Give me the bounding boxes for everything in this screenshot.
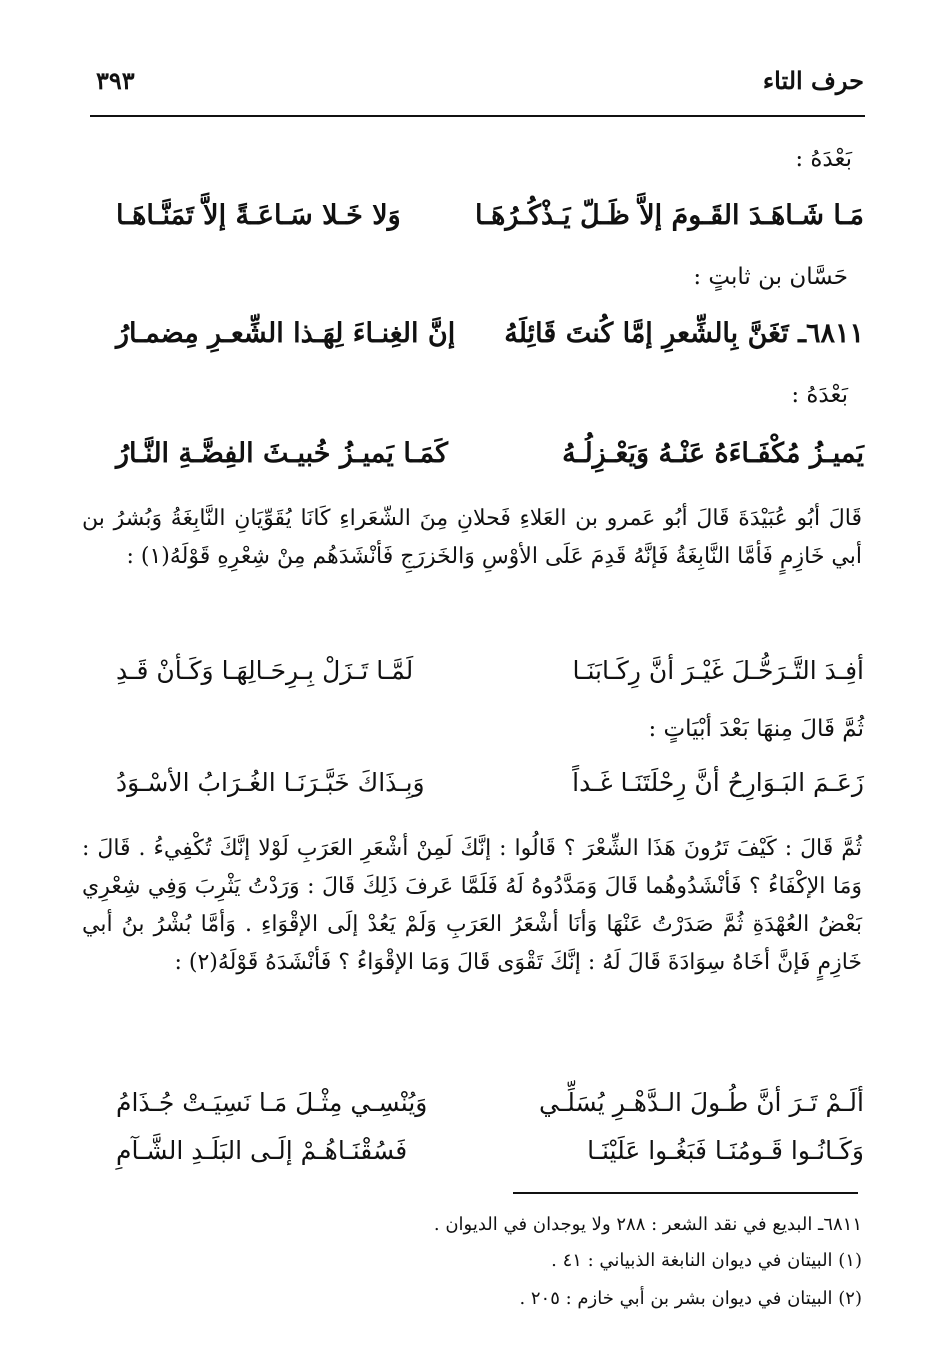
verse-first-hemistich: ألَـمْ تَـرَ أنَّ طُـولَ الـدَّهْـرِ يُسَلِّـي bbox=[539, 1088, 864, 1117]
prose-paragraph: قَالَ أبُو عُبَيْدَةَ قَالَ أبُو عَمرو بن العَلاءِ فَحلانِ مِنَ الشّعَراءِ كَانَا يُقَوِّيَانِ النَّابِغَةُ وَبُشرُ بن أبي خَازِمٍ فَأمَّا النَّابِغَةُ فَإنَّهُ قَدِمَ عَلَى الأوْسِ وَالخَزرَجِ فَأنْشَدَهُم مِنْ شِعْرِهِ قَوْلَهُ(١) : bbox=[82, 506, 862, 569]
verse-second-hemistich: فَسُقْنَـاهُـمْ إلَـى البَلَـدِ الشَّـآمِ bbox=[116, 1136, 408, 1165]
footnote-rule bbox=[513, 1192, 858, 1194]
verse-second-hemistich: وَبِـذَاكَ خَبَّـرَنَـا الغُـرَابُ الأسْـوَدُ bbox=[116, 768, 425, 797]
verse-intro-label: بَعْدَهُ : bbox=[791, 382, 848, 408]
verse-first-hemistich: ٦٨١١ـ تَغَنَّ بِالشِّعرِ إمَّا كُنتَ قَائِلَهُ bbox=[504, 318, 864, 349]
verse-second-hemistich: وَلا خَـلا سَـاعَـةً إلاَّ تَمَنَّـاهَـا bbox=[116, 200, 401, 231]
verse-first-hemistich: وَكَـانُـوا قَـومُنَـا فَبَغُـوا عَلَيْنَـا bbox=[587, 1136, 864, 1165]
prose-paragraph: ثُمَّ قَالَ : كَيْفَ تَرُونَ هَذَا الشِّعْرَ ؟ قَالُوا : إنَّكَ لَمِنْ أشْعَرِ العَرَبِ لَوْلا إنَّكَ تُكْفِيءُ . قَالَ : وَمَا الإكْفَاءُ ؟ فَأنْشَدُوهُما قَالَ وَمَدَّدُوهُ لَهُ فَلَمَّا عَرفَ ذَلِكَ قَالَ : وَرَدْتُ يَثْرِبَ وَفِي شِعْرِي بَعْضُ العُهْدَةِ ثُمَّ صَدَرْتُ عَنْهَا وَأنَا أشْعَرُ العَرَبِ وَلَمْ يَعُدْ إلَى الإقْوَاءِ . وَأمَّا بُشْرُ بنُ أبي خَازِمٍ فَإنَّ أخَاهُ سِوَادَةَ قَالَ لَهُ : إنَّكَ تَقْوَى قَالَ وَمَا الإقْوَاءُ ؟ فَأنْشَدَهُ قَوْلَهُ(٢) : bbox=[82, 836, 862, 975]
verse-second-hemistich: لَمَّـا تَـزَلْ بِـرِحَـالِهَـا وَكَـأنْ قَـدِ bbox=[116, 656, 414, 685]
verse-second-hemistich: وَيُنْسِـي مِثْـلَ مَـا نَسِيَـتْ جُـذَامُ bbox=[116, 1088, 428, 1117]
verse-first-hemistich: زَعَـمَ البَـوَارِحُ أنَّ رِحْلَتَنَـا غَـداً bbox=[572, 768, 864, 797]
poet-name: حَسَّان بن ثابتٍ : bbox=[693, 264, 848, 290]
verse-first-hemistich: يَميـزُ مُكْفَـاءَهُ عَنْـهُ وَيَعْـزِلُـهُ bbox=[562, 438, 864, 469]
verse-intro-label: ثُمَّ قَالَ مِنهَا بَعْدَ أبْيَاتٍ : bbox=[648, 716, 864, 742]
verse-second-hemistich: كَمَـا يَميـزُ خُبيـثَ الفِضَّـةِ النَّـارُ bbox=[116, 438, 448, 469]
verse-second-hemistich: إنَّ الغِنـاءَ لِهَـذا الشِّعـرِ مِضمـارُ bbox=[116, 318, 456, 349]
header-rule bbox=[90, 115, 865, 117]
verse-first-hemistich: أفِـدَ التَّـرَحُّـلَ غَيْـرَ أنَّ رِكَـابَنَـا bbox=[572, 656, 864, 685]
page-number: ٣٩٣ bbox=[96, 66, 135, 95]
footnote: ٦٨١١ـ البديع في نقد الشعر : ٢٨٨ ولا يوجدان في الديوان . bbox=[433, 1214, 862, 1235]
verse-first-hemistich: مَـا شَـاهَـدَ القَـومَ إلاَّ ظَـلّ يَـذْكُـرُهَـا bbox=[474, 200, 864, 231]
footnote: (١) البيتان في ديوان النابغة الذبياني : ٤١ . bbox=[551, 1250, 862, 1271]
chapter-title: حرف التاء bbox=[762, 66, 864, 95]
verse-intro-label: بَعْدَهُ : bbox=[795, 146, 852, 172]
footnote: (٢) البيتان في ديوان بشر بن أبي خازم : ٢٠٥ . bbox=[519, 1288, 862, 1309]
